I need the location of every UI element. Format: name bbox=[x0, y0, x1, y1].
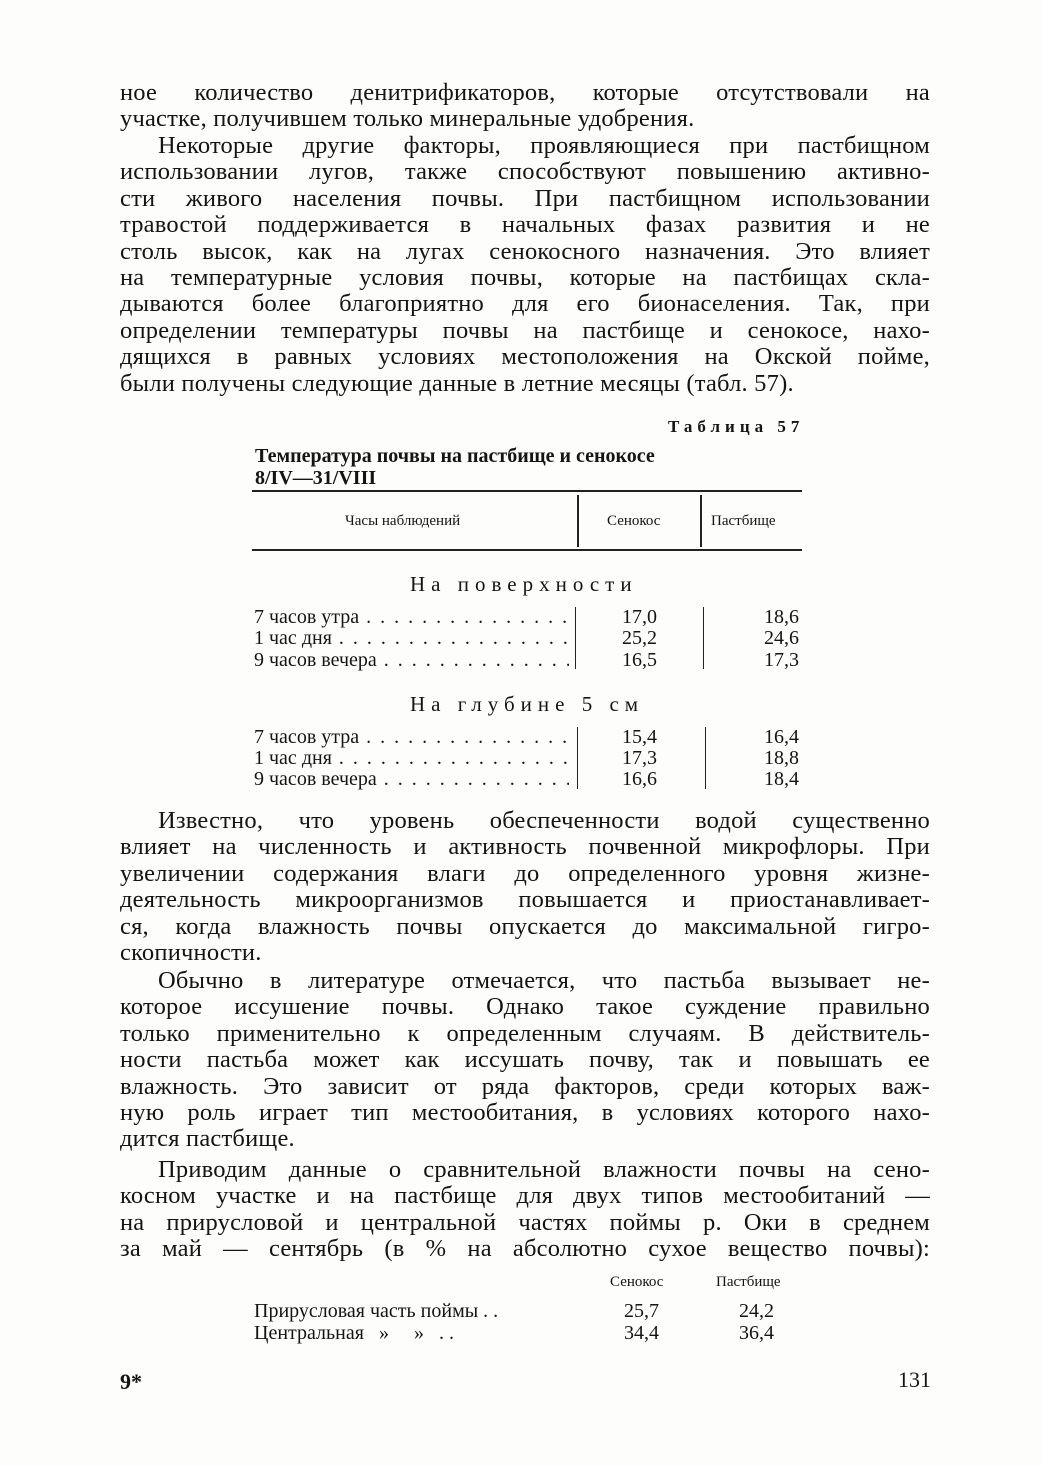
text-line: определении температуры почвы на пастбище и сенокосе, нахо- bbox=[120, 316, 930, 344]
table-column-divider bbox=[575, 607, 576, 669]
page-number: 131 bbox=[898, 1367, 931, 1392]
text-line: увеличении содержания влаги до определенного уровня жизне- bbox=[120, 859, 930, 887]
text-line: деятельность микроорганизмов повышается и приостанавливает- bbox=[120, 886, 930, 914]
text-line: Приводим данные о сравнительной влажности почвы на сено- bbox=[158, 1156, 930, 1183]
text-line: дываются более благоприятно для его бионаселения. Так, при bbox=[120, 290, 930, 318]
paragraph-1 bbox=[120, 80, 930, 133]
row-label: Центральная » » . . bbox=[254, 1322, 454, 1344]
table-column-divider bbox=[703, 607, 704, 669]
text-line: были получены следующие данные в летние месяцы (табл. 57). bbox=[120, 369, 794, 397]
paragraph-4 bbox=[120, 968, 930, 1153]
text-line: за май — сентябрь (в % на абсолютно сухое вещество почвы): bbox=[120, 1235, 930, 1263]
row-label: 1 час дня . . . bbox=[254, 747, 569, 769]
text-line: влажность. Это зависит от ряда факторов, среди которых важ- bbox=[120, 1072, 930, 1100]
table-header-rule bbox=[252, 549, 802, 551]
text-line: столь высок, как на лугах сенокосного назначения. Это влияет bbox=[120, 237, 930, 265]
table-column-divider bbox=[705, 727, 706, 789]
hay-value: 16,6 bbox=[622, 768, 657, 790]
pasture-value: 24,2 bbox=[739, 1300, 774, 1322]
paragraph-3 bbox=[120, 808, 930, 966]
hay-value: 25,2 bbox=[622, 627, 657, 649]
paragraph-2 bbox=[120, 133, 930, 397]
pasture-value: 18,6 bbox=[764, 606, 799, 628]
table-header-hours: Часы наблюдений bbox=[345, 513, 461, 529]
text-line: Известно, что уровень обеспеченности водой существенно bbox=[158, 807, 930, 834]
pasture-value: 18,8 bbox=[764, 747, 799, 769]
text-line: сти живого населения почвы. При пастбищном использовании bbox=[120, 184, 930, 212]
moisture-header-pasture: Пастбище bbox=[716, 1274, 781, 1290]
row-label: 1 час дня . . . bbox=[254, 627, 569, 649]
text-line: дящихся в равных условиях местоположения на Окской пойме, bbox=[120, 343, 930, 371]
signature-mark: 9* bbox=[120, 1369, 142, 1394]
pasture-value: 18,4 bbox=[764, 768, 799, 790]
text-line: использовании лугов, также способствуют повышению активно- bbox=[120, 158, 930, 186]
text-line: косном участке и на пастбище для двух типов местообитаний — bbox=[120, 1182, 930, 1210]
moisture-header-hay: Сенокос bbox=[610, 1274, 664, 1290]
text-line: на температурные условия почвы, которые на пастбищах скла- bbox=[120, 264, 930, 292]
table-title-line: Температура почвы на пастбище и сенокосе bbox=[255, 445, 655, 467]
table-title bbox=[255, 445, 725, 489]
text-line: ное количество денитрификаторов, которые отсутствовали на bbox=[120, 79, 930, 106]
hay-value: 17,3 bbox=[622, 747, 657, 769]
row-label: 9 часов вечера . . . bbox=[254, 768, 569, 790]
hay-value: 16,5 bbox=[622, 649, 657, 671]
table-column-divider bbox=[577, 727, 578, 789]
hay-value: 34,4 bbox=[624, 1322, 659, 1344]
table-header-hay: Сенокос bbox=[607, 513, 661, 529]
table-header-divider bbox=[577, 495, 579, 547]
table-date-range: 8/IV—31/VIII bbox=[255, 467, 377, 489]
text-line: только применительно к определенным случаям. В действитель- bbox=[120, 1019, 930, 1047]
table-header-pasture: Пастбище bbox=[711, 513, 776, 529]
pasture-value: 36,4 bbox=[739, 1322, 774, 1344]
row-label: Прирусловая часть поймы . . bbox=[254, 1300, 499, 1322]
text-line: ности пастьба может как иссушать почву, так и повышать ее bbox=[120, 1046, 930, 1074]
hay-value: 15,4 bbox=[622, 726, 657, 748]
text-line: дится пастбище. bbox=[120, 1125, 295, 1153]
text-line: которое иссушение почвы. Однако такое суждение правильно bbox=[120, 993, 930, 1021]
text-line: травостой поддерживается в начальных фазах развития и не bbox=[120, 211, 930, 239]
hay-value: 25,7 bbox=[624, 1300, 659, 1322]
hay-value: 17,0 bbox=[622, 606, 657, 628]
table-header-divider bbox=[700, 495, 702, 547]
pasture-value: 24,6 bbox=[764, 627, 799, 649]
row-label: 9 часов вечера . . . bbox=[254, 649, 569, 671]
text-line: влияет на численность и активность почвенной микрофлоры. При bbox=[120, 833, 930, 861]
table-label: Таблица 57 bbox=[668, 417, 805, 436]
pasture-value: 16,4 bbox=[764, 726, 799, 748]
text-line: Обычно в литературе отмечается, что пастьба вызывает не- bbox=[158, 967, 930, 994]
paragraph-5 bbox=[120, 1157, 930, 1263]
text-line: на прирусловой и центральной частях поймы р. Оки в среднем bbox=[120, 1208, 930, 1236]
text-line: участке, получившем только минеральные удобрения. bbox=[120, 105, 695, 133]
text-line: ся, когда влажность почвы опускается до максимальной гигро- bbox=[120, 912, 930, 940]
table-section-title: На поверхности bbox=[410, 572, 638, 596]
text-line: ную роль играет тип местообитания, в условиях которого нахо- bbox=[120, 1099, 930, 1127]
row-label: 7 часов утра . . . bbox=[254, 726, 569, 748]
text-line: Некоторые другие факторы, проявляющиеся при пастбищном bbox=[158, 132, 930, 159]
pasture-value: 17,3 bbox=[764, 649, 799, 671]
text-line: скопичности. bbox=[120, 939, 262, 967]
table-top-rule bbox=[252, 490, 802, 492]
table-section-title: На глубине 5 см bbox=[410, 692, 645, 716]
row-label: 7 часов утра . . . bbox=[254, 606, 569, 628]
